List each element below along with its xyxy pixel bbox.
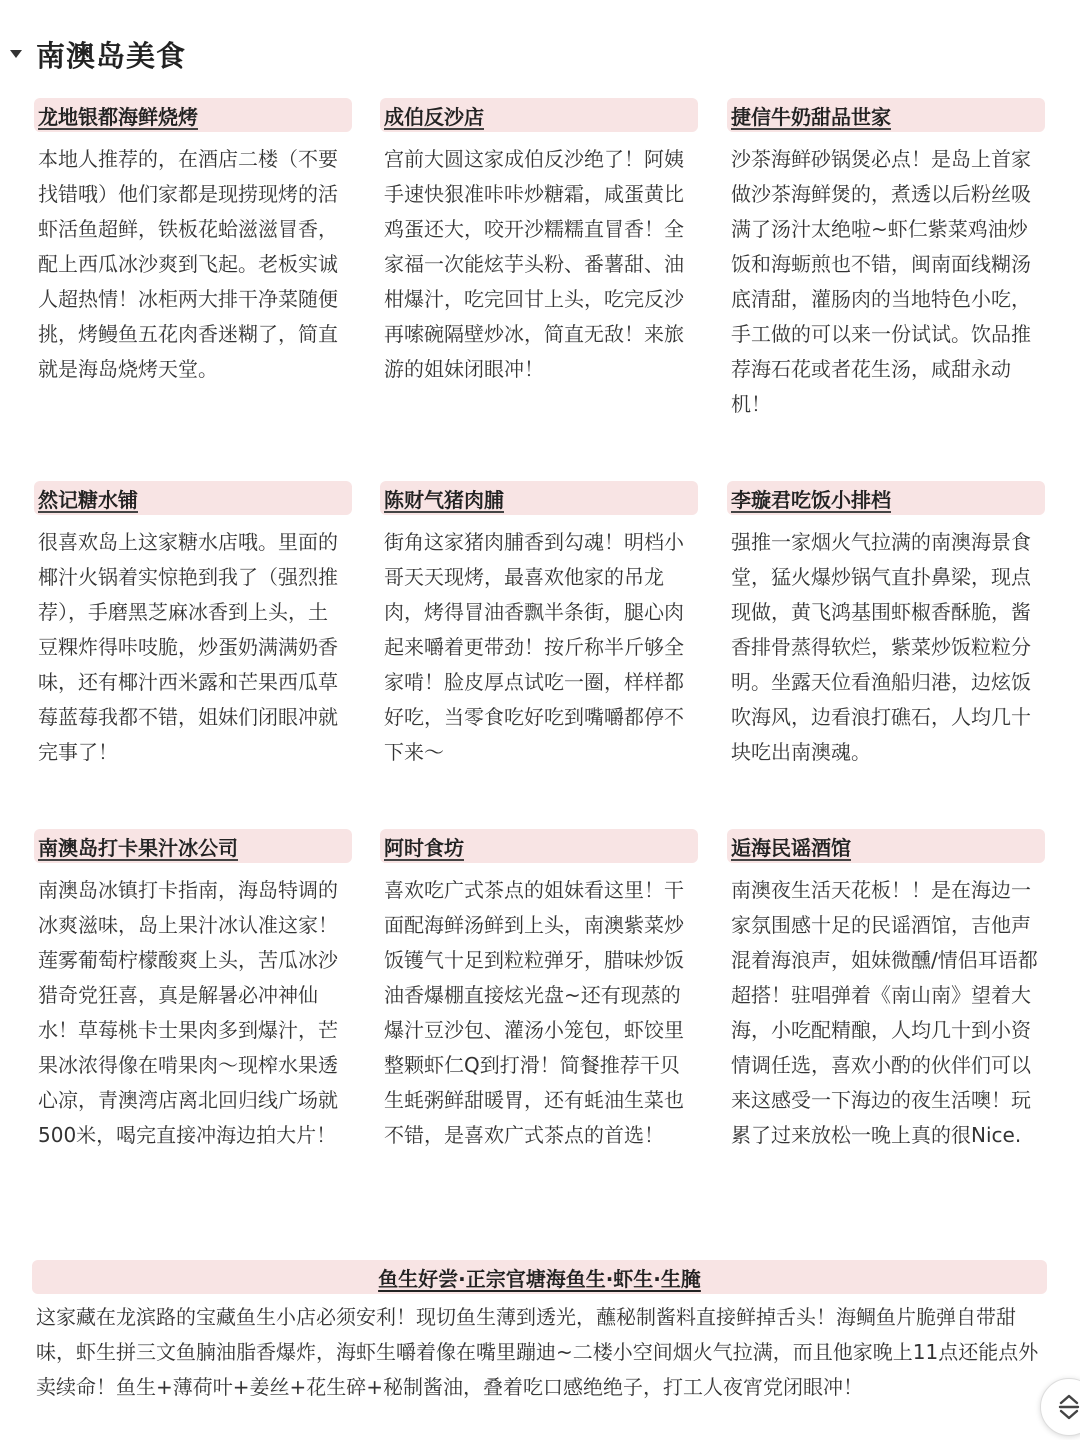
restaurant-card — [380, 481, 698, 770]
card-description: 南澳夜生活天花板！！是在海边一家氛围感十足的民谣酒馆，吉他声混着海浪声，姐妹微醺/情侣耳语都超搭！驻唱弹着《南山南》望着大海，小吃配精酿，人均几十到小资情调任选，喜欢小酌的伙伴们可以来这感受一下海边的夜生活噢！玩累了过来放松一晚上真的很Nice. — [731, 878, 1038, 1147]
card-title[interactable]: 然记糖水铺 — [38, 487, 138, 512]
restaurant-card — [34, 98, 352, 387]
restaurant-card — [727, 829, 1045, 1153]
card-title-bar — [34, 98, 352, 132]
card-title[interactable]: 捷信牛奶甜品世家 — [731, 104, 891, 129]
card-title-bar — [380, 481, 698, 515]
section-header[interactable] — [10, 34, 186, 74]
restaurant-card — [34, 481, 352, 770]
restaurant-card — [34, 829, 352, 1153]
card-title-bar — [727, 98, 1045, 132]
restaurant-card — [727, 481, 1045, 770]
restaurant-card — [380, 98, 698, 387]
card-title[interactable]: 龙地银都海鲜烧烤 — [38, 104, 198, 129]
card-title[interactable]: 陈财气猪肉脯 — [384, 487, 504, 512]
card-title-bar — [32, 1260, 1047, 1294]
card-title[interactable]: 成伯反沙店 — [384, 104, 484, 129]
scroll-arrows-icon — [1056, 1393, 1080, 1421]
card-title[interactable]: 南澳岛打卡果汁冰公司 — [38, 835, 238, 860]
card-description: 喜欢吃广式茶点的姐妹看这里！干面配海鲜汤鲜到上头，南澳紫菜炒饭镬气十足到粒粒弹牙，腊味炒饭油香爆棚直接炫光盘~还有现蒸的爆汁豆沙包、灌汤小笼包，虾饺里整颗虾仁Q到打滑！简餐推荐干贝生蚝粥鲜甜暖胃，还有蚝油生菜也不错，是喜欢广式茶点的首选！ — [384, 878, 684, 1147]
card-description: 沙茶海鲜砂锅煲必点！是岛上首家做沙茶海鲜煲的，煮透以后粉丝吸满了汤汁太绝啦~虾仁紫菜鸡油炒饭和海蛎煎也不错，闽南面线糊汤底清甜，灌肠肉的当地特色小吃，手工做的可以来一份试试。饮品推荐海石花或者花生汤，咸甜永动机！ — [731, 147, 1031, 416]
card-description: 本地人推荐的，在酒店二楼（不要找错哦）他们家都是现捞现烤的活虾活鱼超鲜，铁板花蛤滋滋冒香，配上西瓜冰沙爽到飞起。老板实诚人超热情！冰柜两大排干净菜随便挑，烤鳗鱼五花肉香迷糊了，简直就是海岛烧烤天堂。 — [38, 147, 338, 381]
card-description: 很喜欢岛上这家糖水店哦。里面的椰汁火锅着实惊艳到我了（强烈推荐），手磨黑芝麻冰香到上头，土豆粿炸得咔吱脆，炒蛋奶满满奶香味，还有椰汁西米露和芒果西瓜草莓蓝莓我都不错，姐妹们闭眼冲就完事了！ — [38, 530, 338, 764]
card-title[interactable]: 逅海民谣酒馆 — [731, 835, 851, 860]
card-description: 强推一家烟火气拉满的南澳海景食堂，猛火爆炒锅气直扑鼻梁，现点现做，黄飞鸿基围虾椒香酥脆，酱香排骨蒸得软烂，紫菜炒饭粒粒分明。坐露天位看渔船归港，边炫饭吹海风，边看浪打礁石，人均几十块吃出南澳魂。 — [731, 530, 1031, 764]
collapse-toggle-icon[interactable] — [10, 50, 22, 58]
card-description: 南澳岛冰镇打卡指南，海岛特调的冰爽滋味，岛上果汁冰认准这家！莲雾葡萄柠檬酸爽上头，苦瓜冰沙猎奇党狂喜，真是解暑必冲神仙水！草莓桃卡士果肉多到爆汁，芒果冰浓得像在啃果肉～现榨水果透心凉，青澳湾店离北回归线广场就500米，喝完直接冲海边拍大片！ — [38, 878, 338, 1147]
card-description: 宫前大圆这家成伯反沙绝了！阿姨手速快狠准咔咔炒糖霜，咸蛋黄比鸡蛋还大，咬开沙糯糯直冒香！全家福一次能炫芋头粉、番薯甜、油柑爆汁，吃完回甘上头，吃完反沙再嗦碗隔壁炒冰，简直无敌！来旅游的姐妹闭眼冲！ — [384, 147, 684, 381]
featured-restaurant-card — [32, 1260, 1047, 1405]
card-title[interactable]: 李璇君吃饭小排档 — [731, 487, 891, 512]
card-title-bar — [34, 829, 352, 863]
restaurant-card — [727, 98, 1045, 422]
card-title-bar — [727, 829, 1045, 863]
card-description: 街角这家猪肉脯香到勾魂！明档小哥天天现烤，最喜欢他家的吊龙肉，烤得冒油香飘半条街，腿心肉起来嚼着更带劲！按斤称半斤够全家啃！脸皮厚点试吃一圈，样样都好吃，当零食吃好吃到嘴嚼都停不下来～ — [384, 530, 684, 764]
section-title: 南澳岛美食 — [36, 38, 187, 73]
card-title-bar — [727, 481, 1045, 515]
restaurant-card — [380, 829, 698, 1153]
card-title-bar — [380, 829, 698, 863]
card-description: 这家藏在龙滨路的宝藏鱼生小店必须安利！现切鱼生薄到透光，蘸秘制酱料直接鲜掉舌头！海鲷鱼片脆弹自带甜味，虾生拼三文鱼腩油脂香爆炸，海虾生嚼着像在嘴里蹦迪~二楼小空间烟火气拉满，而且他家晚上11点还能点外卖续命！鱼生+薄荷叶+姜丝+花生碎+秘制酱油，叠着吃口感绝绝子，打工人夜宵党闭眼冲！ — [36, 1305, 1039, 1399]
card-title[interactable]: 阿时食坊 — [384, 835, 464, 860]
card-title[interactable]: 鱼生好尝·正宗官塘海鱼生·虾生·生腌 — [378, 1266, 701, 1291]
card-title-bar — [34, 481, 352, 515]
card-title-bar — [380, 98, 698, 132]
